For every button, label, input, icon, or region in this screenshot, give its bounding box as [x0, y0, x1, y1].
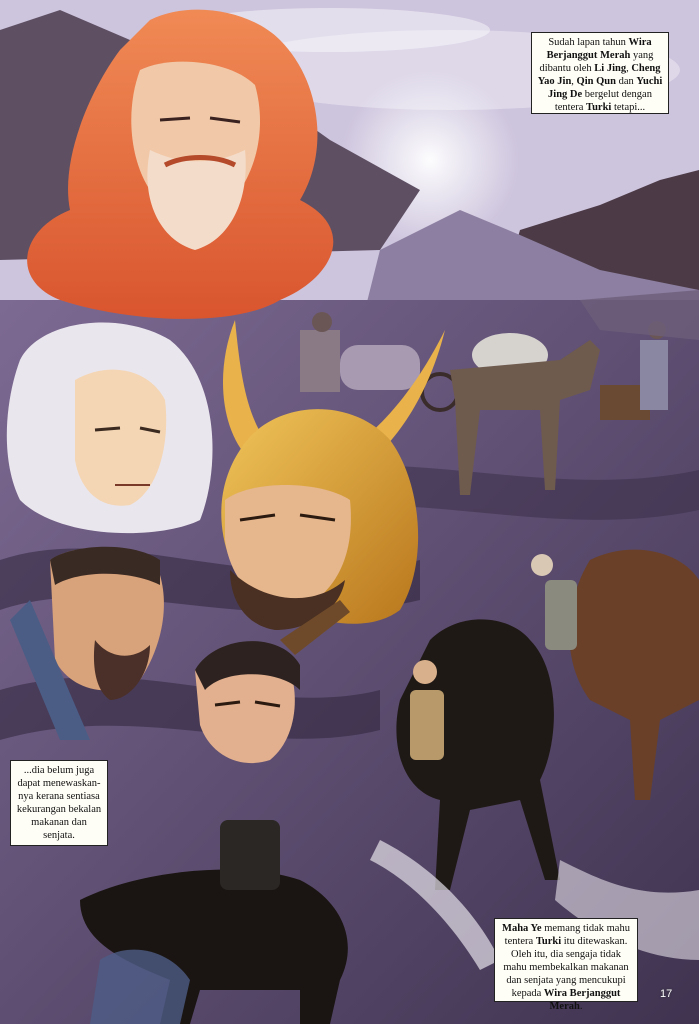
caption-top-text-7: tetapi... [611, 102, 646, 113]
caption-top [531, 32, 669, 114]
caption-top-name-qin: Qin Qun [576, 76, 616, 87]
caption-bottom-text-1: memang tidak mahu tentera [504, 923, 630, 947]
white-haired-warrior [7, 323, 213, 534]
caption-top-text-4: , [571, 76, 577, 87]
caption-top-text-5: dan [615, 76, 637, 87]
caption-bottom-name-mahaye: Maha Ye [502, 923, 542, 934]
caption-top-name-cheng: Cheng Yao Jin [537, 63, 661, 87]
caption-top-text-6: bergelut dengan tentera [554, 89, 652, 113]
page-number: 17 [660, 988, 673, 1000]
caption-bottom [494, 918, 638, 1012]
caption-top-text-2: yang dibantu oleh [539, 50, 654, 74]
caption-top-name-turki: Turki [586, 102, 612, 113]
caption-left [10, 760, 108, 846]
caption-top-text-1: Sudah lapan tahun [548, 37, 629, 48]
caption-left-text: ...dia belum juga dapat menewaskan-nya kerana sentiasa kekurangan bekalan makanan dan senjata. [16, 765, 102, 841]
caption-bottom-text-3: . [579, 1001, 583, 1012]
caption-bottom-name-turki: Turki [535, 936, 562, 947]
caption-bottom-name-wira: Wira Berjanggut Merah [543, 988, 621, 1012]
caption-top-name-yuchi: Yuchi Jing De [548, 76, 663, 100]
caption-top-text-3: , [626, 63, 632, 74]
caption-top-name-lijing: Li Jing [594, 63, 627, 74]
caption-bottom-text-2: itu ditewaskan. Oleh itu, dia sengaja tidak mahu membekalkan makanan dan senjata yang mencukupi kepada [503, 936, 629, 999]
caption-top-name-wira: Wira Berjanggut Merah [546, 37, 652, 61]
